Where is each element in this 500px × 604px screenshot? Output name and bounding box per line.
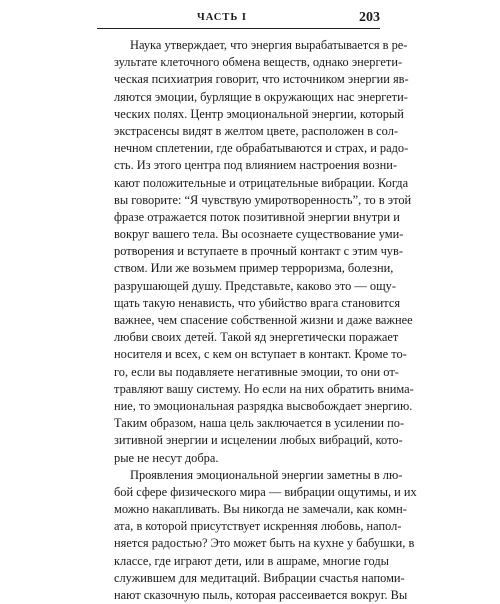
text-line: ляются эмоции, бурлящие в окружающих нас энергети- xyxy=(114,89,408,104)
page-number: 203 xyxy=(359,10,380,25)
text-line: разрушающей душу. Представьте, каково это — ощу- xyxy=(114,278,396,293)
text-line: сть. Из этого центра под влиянием настроения возни- xyxy=(114,158,397,173)
text-line: вокруг вашего тела. Вы осознаете существование уми- xyxy=(114,227,404,242)
text-line: няется радостью? Это может быть на кухне у бабушки, в xyxy=(114,536,415,551)
text-line: го, если вы подавляете негативные эмоции, то они от- xyxy=(114,364,399,379)
text-line: бой сфере физического мира — вибрации ощутимы, и их xyxy=(114,484,417,499)
text-line: носителя и всех, с кем он вступает в контакт. Кроме то- xyxy=(114,347,407,362)
text-line: ата, в которой присутствует искренняя любовь, напол- xyxy=(114,519,402,534)
text-line: можно накапливать. Вы никогда не замечали, как комн- xyxy=(114,502,407,517)
text-line: нечном сплетении, где обрабатываются и страх, и радо- xyxy=(114,141,409,156)
text-line: Наука утверждает, что энергия вырабатывается в ре- xyxy=(130,38,408,52)
text-line: ротворения и вступаете в прочный контакт с этим чув- xyxy=(114,244,403,259)
part-label: ЧАСТЬ I xyxy=(197,12,248,23)
text-line: ческих полях. Центр эмоциональной энергии, который xyxy=(114,106,404,121)
text-line: зультате клеточного обмена веществ, однако энергети- xyxy=(114,55,403,70)
paragraph xyxy=(114,37,414,467)
body-text xyxy=(114,37,417,604)
text-line: служившем для медитаций. Вибрации счастья напоми- xyxy=(114,570,405,585)
text-line: зитивной энергии и исцелении любых вибраций, кото- xyxy=(114,433,403,448)
text-line: ние, то эмоциональная разрядка высвобождает энергию. xyxy=(114,398,413,413)
text-line: Таким образом, наша цель заключается в усилении по- xyxy=(114,416,405,431)
text-line: ством. Или же возьмем пример терроризма, болезни, xyxy=(114,261,394,276)
paragraph xyxy=(114,467,417,604)
text-line: фразе отражается поток позитивной энергии внутри и xyxy=(114,209,400,224)
text-line: любви своих детей. Такой яд энергетически поражает xyxy=(114,330,399,345)
text-line: кают положительные и отрицательные вибрации. Когда xyxy=(114,175,409,190)
text-line: ческая психиатрия говорит, что источником энергии яв- xyxy=(114,72,409,87)
text-line: экстрасенсы видят в желтом цвете, расположен в сол- xyxy=(114,123,399,138)
running-head xyxy=(97,10,380,29)
text-line: классе, где играют дети, или в ашраме, многие годы xyxy=(114,553,389,568)
text-line: вы говорите: “Я чувствую умиротворенность”, то в этой xyxy=(114,192,412,207)
text-line: рые не несут добра. xyxy=(114,450,219,465)
text-line: важнее, чем спасение собственной жизни и даже важнее xyxy=(114,313,413,327)
text-line: Проявления эмоциональной энергии заметны в лю- xyxy=(130,467,403,482)
text-line: щать такую ненависть, что убийство врага становится xyxy=(114,295,401,310)
text-line: нают сказочную пыль, которая рассеивается вокруг. Вы xyxy=(114,588,408,602)
text-line: травляют вашу систему. Но если на них обратить внима- xyxy=(114,381,414,396)
